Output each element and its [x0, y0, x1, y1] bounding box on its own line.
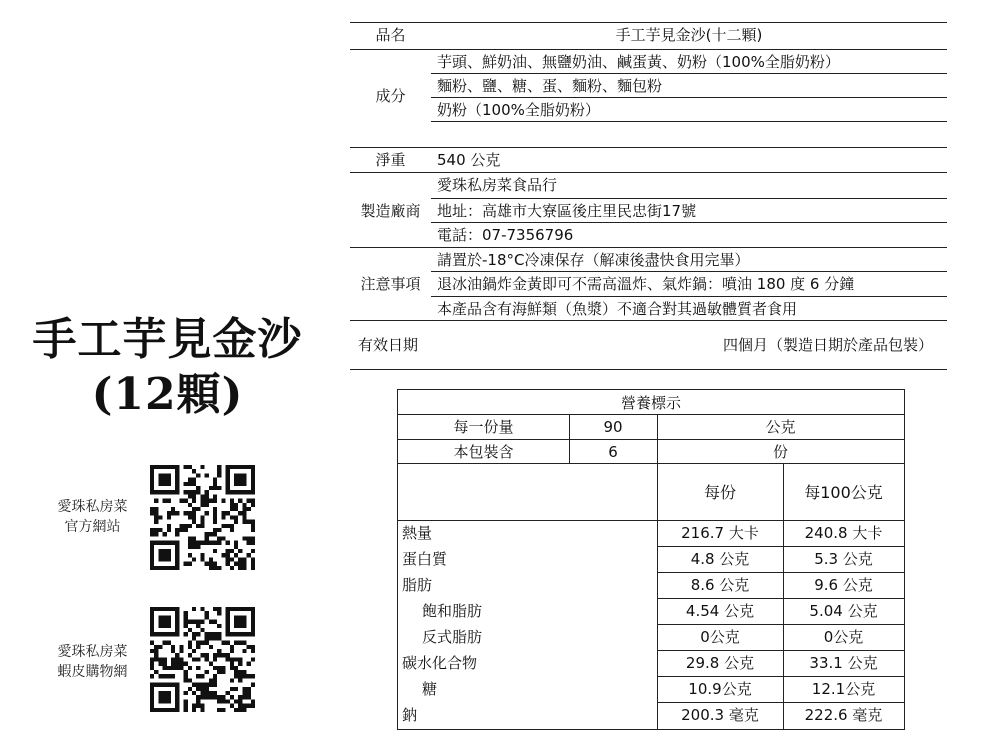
ingredients-line: 芋頭、鮮奶油、無鹽奶油、鹹蛋黃、奶粉（100%全脂奶粉） [437, 53, 840, 71]
qr-official-site-label: 愛珠私房菜 官方網站 [57, 499, 128, 535]
per-serving-header: 每份 [703, 483, 736, 502]
nutrient-name: 脂肪 [402, 576, 433, 594]
nutrient-name: 飽和脂肪 [422, 602, 483, 620]
notes-label: 注意事項 [360, 275, 421, 293]
nutrient-per-serving: 200.3 毫克 [681, 706, 759, 724]
manufacturer-label: 製造廠商 [360, 202, 421, 220]
name-value: 手工芋見金沙(十二顆) [615, 26, 763, 44]
weight-label: 淨重 [375, 151, 406, 169]
product-title: 手工芋見金沙 [32, 314, 303, 365]
weight-value: 540 公克 [437, 151, 501, 169]
nutrient-per-100g: 5.3 公克 [814, 550, 873, 568]
nutrient-name: 鈉 [402, 706, 418, 724]
nutrient-name: 糖 [422, 680, 438, 698]
qr-shopee-label: 愛珠私房菜 蝦皮購物網 [57, 644, 128, 680]
product-count: (12顆) [91, 369, 244, 420]
nutrient-per-serving: 10.9公克 [688, 680, 752, 698]
ingredients-line: 麵粉、鹽、糖、蛋、麵粉、麵包粉 [437, 77, 663, 95]
servings-per-package-unit: 份 [772, 443, 788, 461]
nutrient-name: 熱量 [402, 524, 433, 542]
serving-size-unit: 公克 [765, 418, 796, 436]
serving-size-label: 每一份量 [453, 418, 514, 436]
nutrition-title: 營養標示 [620, 394, 681, 412]
servings-per-package-label: 本包裝含 [453, 443, 514, 461]
nutrient-per-serving: 4.54 公克 [685, 602, 755, 620]
per-100g-header: 每100公克 [804, 483, 883, 502]
nutrient-per-100g: 222.6 毫克 [804, 706, 883, 724]
nutrient-name: 蛋白質 [402, 550, 448, 568]
expiry-value: 四個月（製造日期於產品包裝） [722, 336, 933, 354]
servings-per-package-value: 6 [608, 443, 618, 461]
nutrient-per-100g: 240.8 大卡 [804, 524, 883, 542]
name-label: 品名 [375, 26, 406, 44]
nutrient-per-100g: 9.6 公克 [814, 576, 873, 594]
expiry-label: 有效日期 [358, 336, 419, 354]
notes-line: 退冰油鍋炸金黃即可不需高溫炸、氣炸鍋：噴油 180 度 6 分鐘 [437, 275, 855, 293]
manufacturer-line: 地址：高雄市大寮區後庄里民忠街17號 [437, 202, 697, 220]
manufacturer-line: 愛珠私房菜食品行 [437, 176, 558, 194]
nutrient-per-100g: 12.1公克 [811, 680, 876, 698]
nutrient-per-serving: 29.8 公克 [685, 654, 755, 672]
nutrient-per-100g: 5.04 公克 [809, 602, 878, 620]
qr-code-official-site-icon[interactable] [150, 465, 255, 570]
nutrient-per-100g: 33.1 公克 [809, 654, 878, 672]
nutrient-per-serving: 4.8 公克 [690, 550, 750, 568]
ingredients-label: 成分 [375, 87, 406, 105]
nutrient-per-serving: 0公克 [700, 628, 740, 646]
ingredients-line: 奶粉（100%全脂奶粉） [437, 101, 600, 119]
serving-size-value: 90 [603, 418, 623, 436]
notes-line: 請置於-18°C冷凍保存（解凍後盡快食用完畢） [437, 251, 750, 269]
manufacturer-line: 電話：07-7356796 [437, 226, 574, 244]
nutrient-per-100g: 0公克 [823, 628, 864, 646]
nutrient-name: 碳水化合物 [402, 654, 478, 672]
qr-code-shopee-icon[interactable] [150, 607, 255, 712]
nutrition-table [397, 389, 905, 730]
nutrient-per-serving: 216.7 大卡 [681, 524, 759, 542]
nutrient-name: 反式脂肪 [422, 628, 483, 646]
notes-line: 本產品含有海鮮類（魚漿）不適合對其過敏體質者食用 [437, 300, 798, 318]
nutrient-per-serving: 8.6 公克 [690, 576, 750, 594]
